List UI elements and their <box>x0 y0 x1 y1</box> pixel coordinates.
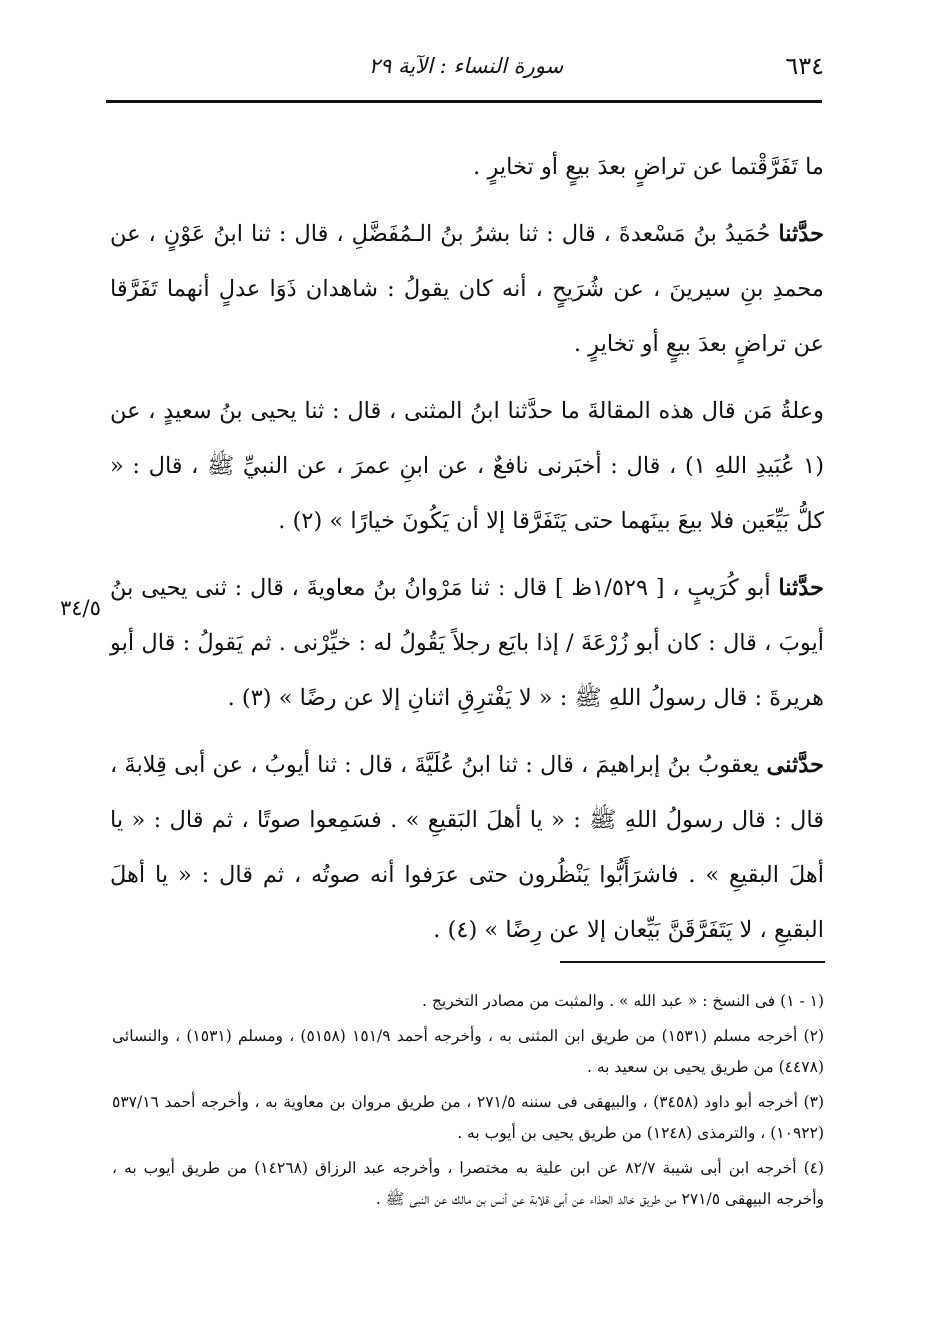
running-title: سورة النساء : الآية ٢٩ <box>368 54 564 78</box>
page-number: ٦٣٤ <box>785 52 824 80</box>
footnote: (٢) أخرجه مسلم (١٥٣١) من طريق ابن المثنى به ، وأخرجه أحمد ١٥١/٩ (٥١٥٨) ، ومسلم (١٥٣١) ، والنسائى (٤٤٧٨) من طريق يحيى بن سعيد به . <box>112 1027 824 1076</box>
footnotes <box>112 986 824 1219</box>
paragraph-lead: حدَّثنا <box>778 575 824 601</box>
paragraph-text: وعلةُ مَن قال هذه المقالةَ ما حدَّثنا ابنُ المثنى ، قال : ثنا يحيى بنُ سعيدٍ ، عن (١ عُبَيدِ اللهِ ١) ، قال : أخبَرنى نافعٌ ، عن ابنِ عمرَ ، عن النبيِّ ﷺ ، قال : « كلُّ بَيِّعَين فلا بيعَ بينَهما حتى يَتَفَرَّقا إلا أن يَكُونَ خيارًا » (٢) . <box>110 398 825 534</box>
paragraph-text: حُمَيدُ بنُ مَسْعدةَ ، قال : ثنا بشرُ بنُ الـمُفَضَّلِ ، قال : ثنا ابنُ عَوْنٍ ، عن محمدِ بنِ سيرينَ ، عن شُرَيحٍ ، أنه كان يقولُ : شاهدان ذَوَا عدلٍ أنهما تَفَرَّقا عن تراضٍ بعدَ بيعٍ أو تخايرٍ . <box>110 221 824 357</box>
paragraph <box>110 207 824 372</box>
header-rule <box>106 100 822 103</box>
paragraph-text: أبو كُرَيبٍ ، [ ١/٥٢٩ظ ] قال : ثنا مَرْوانُ بنُ معاويةَ ، قال : ثنى يحيى بنُ أيوبَ ، قال : كان أبو زُرْعَةَ / إذا بايَع رجلاً يَقُولُ له : خيِّرْنى . ثم يَقولُ : قال أبو هريرةَ : قال رسولُ اللهِ ﷺ : « لا يَفْترِقِ اثنانِ إلا عن رضًا » (٣) . <box>110 575 824 711</box>
paragraph <box>110 140 824 195</box>
paragraph <box>110 561 824 726</box>
footnote: (٤) أخرجه ابن أبى شيبة ٨٢/٧ عن ابن علية به مختصرا ، وأخرجه عبد الرزاق (١٤٢٦٨) من طريق أيوب به ، وأخرجه البيهقى ٢٧١/٥ من طريق خالد الحذاء عن أبى قلابة عن أنس بن مالك عن النبى ﷺ . <box>112 1159 825 1208</box>
footnote: (١ - ١) فى النسخ : « عبد الله » . والمثبت من مصادر التخريج . <box>422 992 824 1010</box>
footnote: (٣) أخرجه أبو داود (٣٤٥٨) ، والبيهقى فى سننه ٢٧١/٥ ، من طريق مروان بن معاوية به ، وأخرجه أحمد ٥٣٧/١٦ (١٠٩٢٢) ، والترمذى (١٢٤٨) من طريق يحيى بن أيوب به . <box>112 1093 824 1142</box>
paragraph-text: يعقوبُ بنُ إبراهيمَ ، قال : ثنا ابنُ عُلَيَّةَ ، قال : ثنا أيوبُ ، عن أبى قِلابةَ ، قال : قال رسولُ اللهِ ﷺ : « يا أهلَ البَقيعِ » . فسَمِعوا صوتًا ، ثم قال : « يا أهلَ البقيعِ » . فاشرَأَبُّوا يَنْظُرون حتى عرَفوا أنه صوتُه ، ثم قال : « يا أهلَ البقيعِ ، لا يَتَفَرَّقَنَّ بَيِّعان إلا عن رِضًا » (٤) . <box>110 752 824 943</box>
paragraph <box>110 738 824 958</box>
paragraph-lead: حدَّثنا <box>778 221 824 247</box>
paragraph-text: ما تَفَرَّقْتما عن تراضٍ بعدَ بيعٍ أو تخايرٍ . <box>473 154 824 180</box>
main-text <box>110 140 824 970</box>
margin-reference: ٣٤/٥ <box>60 596 101 620</box>
page-header <box>108 52 824 92</box>
paragraph-lead: حدَّثنى <box>766 752 824 778</box>
paragraph <box>110 384 824 549</box>
footnote-rule <box>560 961 825 963</box>
